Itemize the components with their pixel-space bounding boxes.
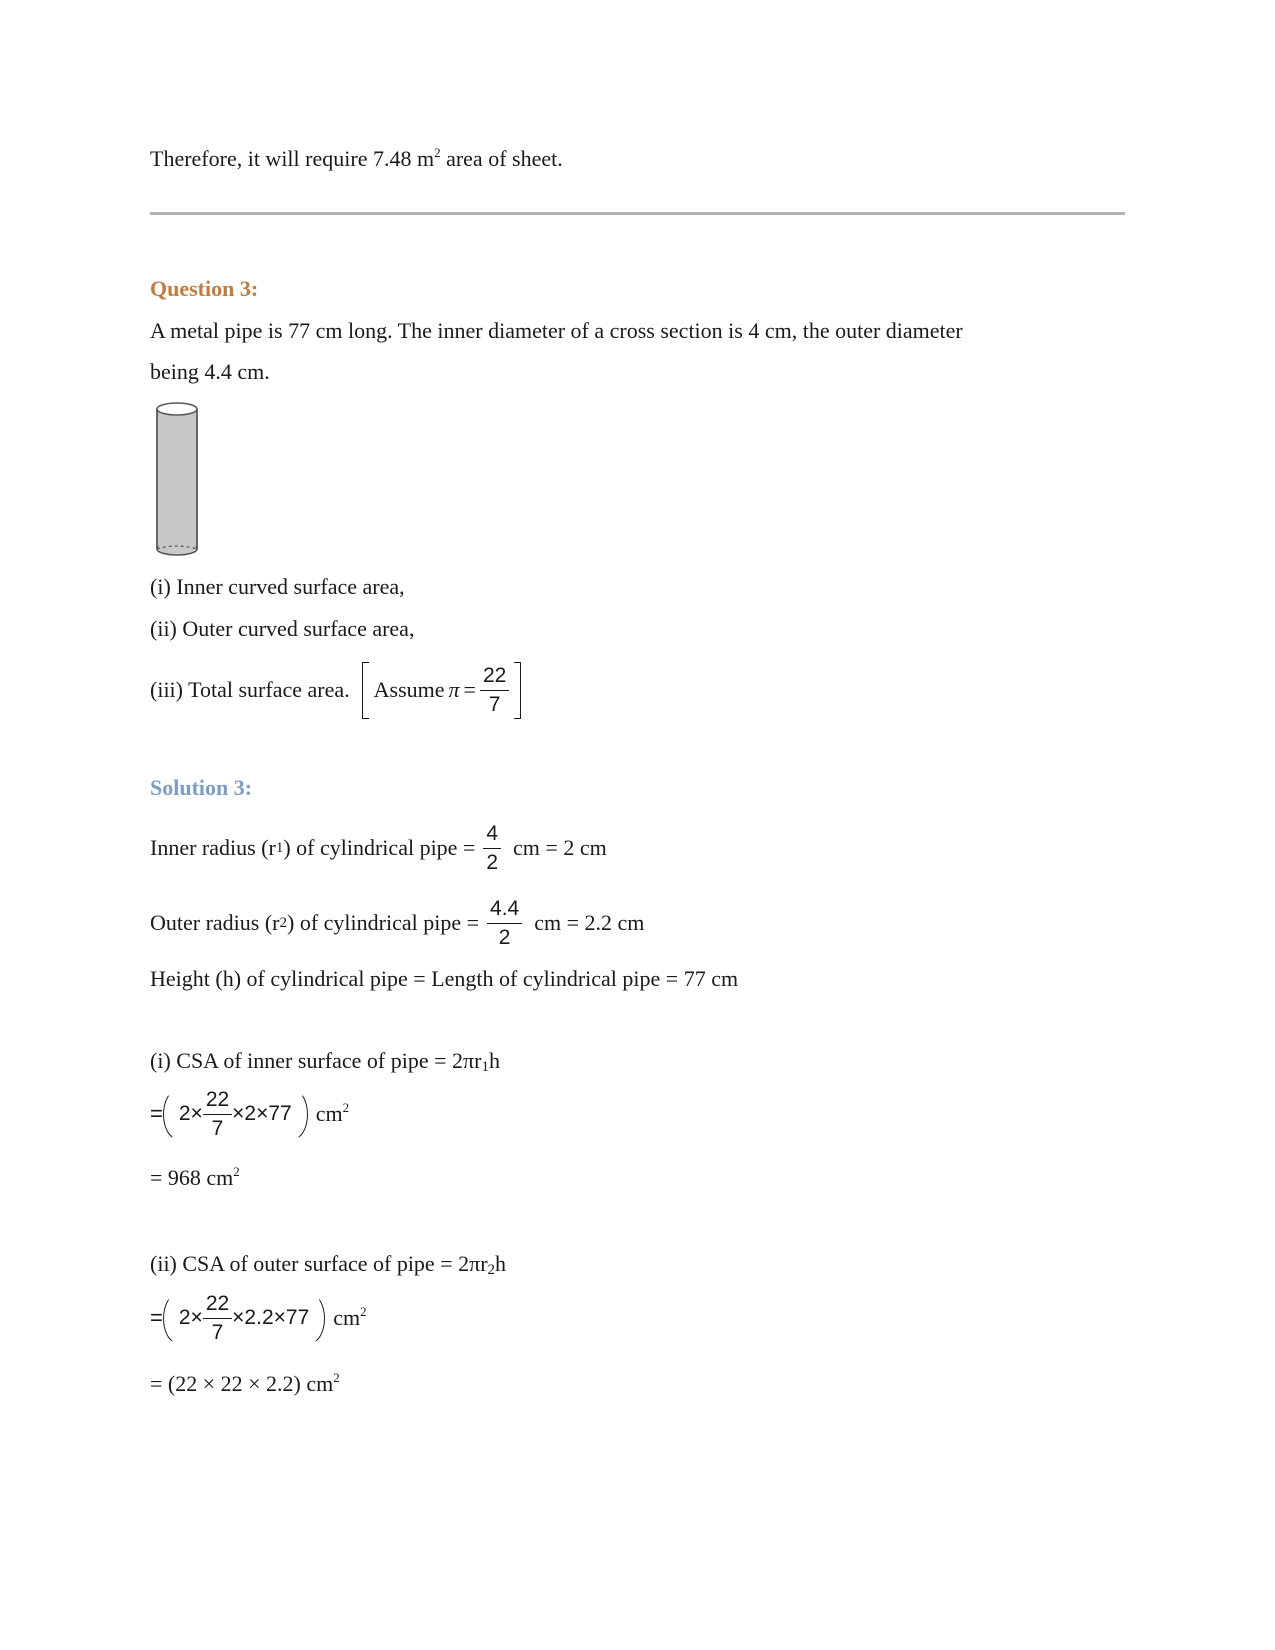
pipe-figure: [150, 400, 204, 560]
exponent: 2: [342, 1100, 350, 1115]
part-i-heading-end: h: [488, 1048, 500, 1073]
fraction-denominator: 7: [211, 1116, 224, 1140]
unit-text: cm: [315, 1101, 343, 1126]
fraction-numerator: 4: [483, 822, 501, 849]
pipe-top-opening: [157, 403, 197, 415]
question-line-2: being 4.4 cm.: [150, 359, 270, 384]
part-i: (i) Inner curved surface area,: [150, 574, 405, 599]
question-heading: Question 3:: [150, 276, 259, 301]
part-ii-heading-end: h: [495, 1251, 507, 1276]
solution-heading: Solution 3:: [150, 775, 253, 800]
subscript: 1: [275, 839, 284, 856]
expression-prefix: 2×: [178, 1102, 203, 1125]
assume-label: Assume: [373, 677, 445, 702]
outer-radius-row: [150, 893, 644, 953]
fraction-numerator: 22: [203, 1292, 232, 1319]
subscript: 2: [279, 914, 288, 931]
exponent: 2: [333, 1370, 340, 1385]
inner-radius-fraction: [483, 822, 501, 875]
outer-radius-label-end: ) of cylindrical pipe =: [287, 910, 480, 935]
fraction-numerator: 4.4: [487, 897, 522, 924]
expression-prefix: 2×: [178, 1306, 203, 1329]
unit-text: cm: [333, 1305, 361, 1330]
part-ii-result: [150, 1371, 340, 1397]
outer-radius-fraction: [487, 897, 522, 950]
part-i-result-text: = 968 cm: [150, 1165, 234, 1190]
exponent: 2: [360, 1304, 367, 1319]
unit: [333, 1305, 366, 1331]
part-i-heading-text: (i) CSA of inner surface of pipe = 2πr: [150, 1048, 482, 1073]
prev-conclusion: [150, 146, 563, 172]
prev-conclusion-text: Therefore, it will require 7.48 m: [150, 146, 435, 171]
question-line-1: A metal pipe is 77 cm long. The inner diameter of a cross section is 4 cm, the outer diameter: [150, 318, 963, 343]
fraction-denominator: 7: [488, 692, 501, 716]
subscript: 1: [481, 1059, 489, 1075]
equals-sign: =: [150, 1101, 163, 1126]
fraction-denominator: 2: [486, 850, 499, 874]
unit: [316, 1101, 349, 1127]
height-line: Height (h) of cylindrical pipe = Length of cylindrical pipe = 77 cm: [150, 966, 739, 991]
inner-radius-result: cm = 2 cm: [513, 835, 607, 860]
part-iii-row: [150, 659, 521, 721]
pi-fraction: [203, 1088, 232, 1141]
inner-radius-row: [150, 818, 607, 878]
part-iii: (iii) Total surface area.: [150, 677, 350, 702]
prev-conclusion-tail: area of sheet.: [440, 146, 563, 171]
pi-fraction: [480, 664, 509, 717]
assume-bracket: [362, 662, 522, 719]
part-ii-expression: [150, 1286, 367, 1350]
part-ii-result-text: = (22 × 22 × 2.2) cm: [150, 1371, 334, 1396]
pipe-body: [157, 409, 197, 549]
expression-suffix: ×2.2×77: [232, 1306, 310, 1329]
pi-symbol: π: [448, 677, 460, 702]
part-i-result: [150, 1165, 240, 1191]
fraction-numerator: 22: [203, 1088, 232, 1115]
part-i-heading: [150, 1048, 500, 1080]
equals-sign: =: [463, 677, 476, 702]
inner-radius-label-end: ) of cylindrical pipe =: [283, 835, 476, 860]
outer-radius-result: cm = 2.2 cm: [534, 910, 645, 935]
part-ii-heading: [150, 1251, 506, 1283]
fraction-numerator: 22: [480, 664, 509, 691]
outer-radius-label: Outer radius (r: [150, 910, 280, 935]
exponent: 2: [233, 1164, 240, 1179]
equals-sign: =: [150, 1305, 163, 1330]
parentheses: [163, 1088, 308, 1141]
fraction-denominator: 2: [498, 925, 511, 949]
exponent: 2: [434, 145, 441, 160]
expression-suffix: ×2×77: [232, 1102, 292, 1125]
parentheses: [163, 1292, 325, 1345]
subscript: 2: [487, 1262, 496, 1278]
part-ii-heading-text: (ii) CSA of outer surface of pipe = 2πr: [150, 1251, 488, 1276]
part-i-expression: [150, 1082, 349, 1146]
section-divider: [150, 212, 1125, 215]
inner-radius-label: Inner radius (r: [150, 835, 276, 860]
pi-fraction: [203, 1292, 232, 1345]
part-ii: (ii) Outer curved surface area,: [150, 616, 415, 641]
fraction-denominator: 7: [211, 1320, 224, 1344]
